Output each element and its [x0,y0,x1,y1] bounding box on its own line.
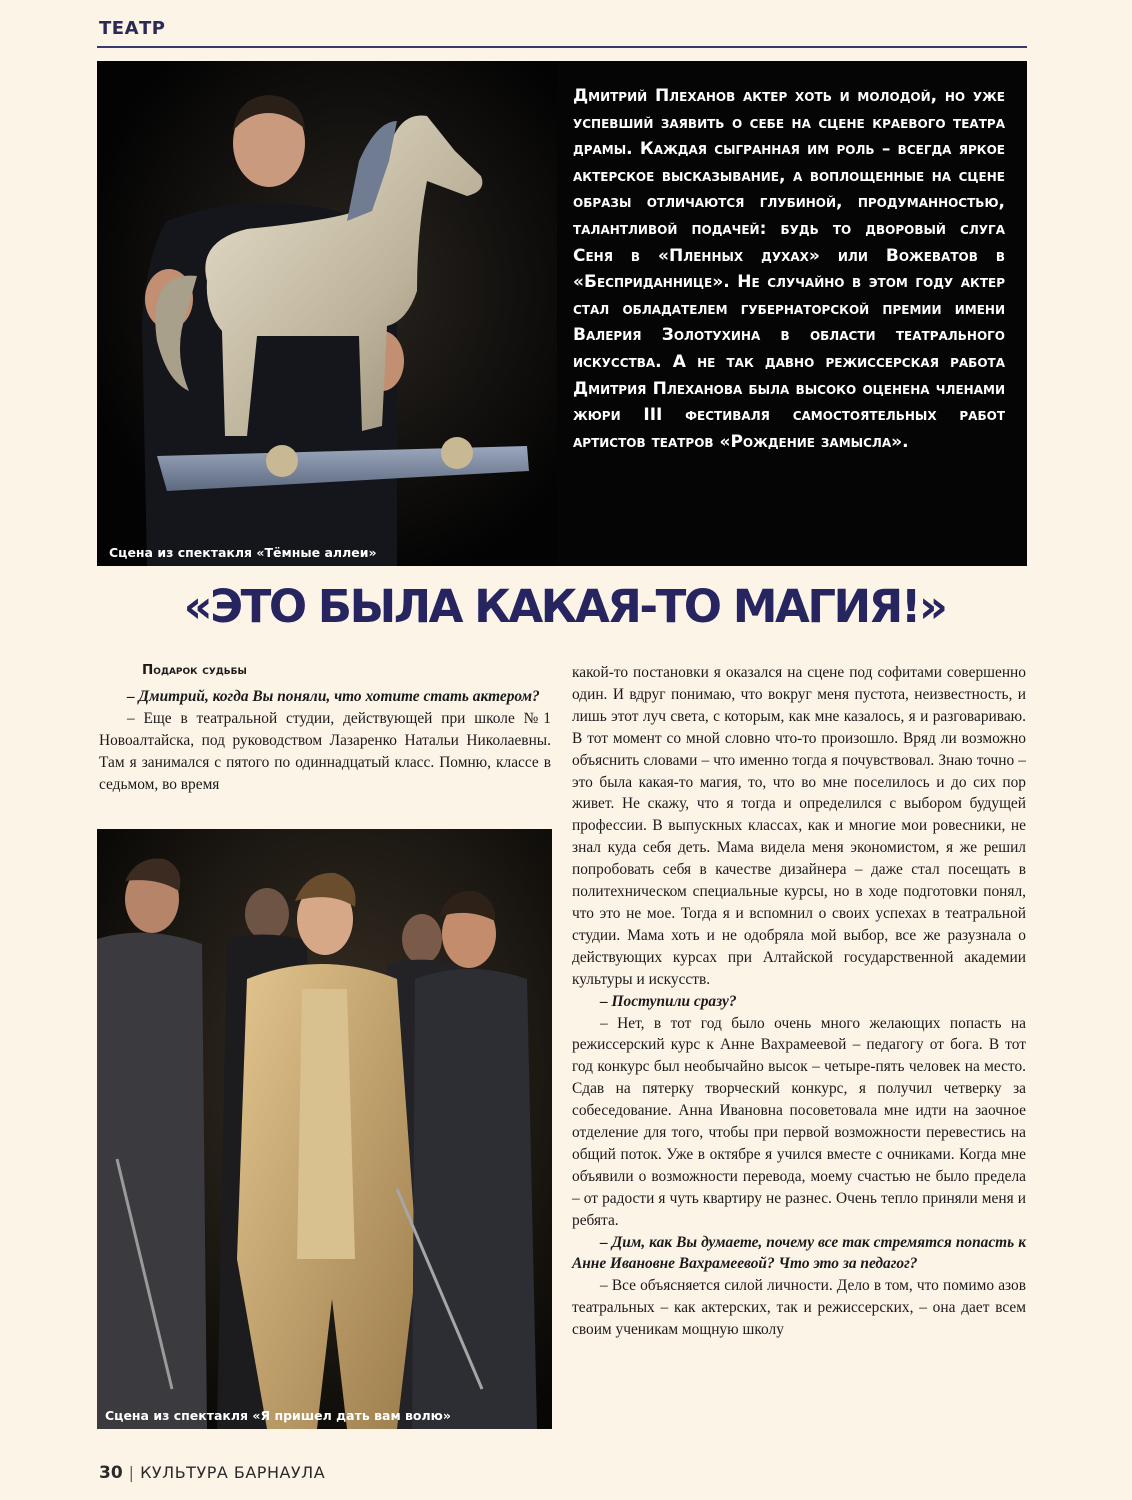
hero-photo [97,61,557,566]
page-number: 30 [99,1463,123,1483]
article-column-left [99,686,551,796]
footer-separator: | [128,1463,135,1482]
scene-photo-image [97,829,552,1429]
scene-photo-caption: Сцена из спектакля «Я пришел дать вам волю» [105,1408,451,1423]
page-footer [99,1463,325,1483]
interview-answer: – Нет, в тот год было очень много желающих попасть на режиссерский курс к Анне Вахрамеевой – педагогу от бога. В тот год конкурс был необычайно высок – четыре-пять человек на место. Сдав на пятерку творческий конкурс, я получил четверку за собеседование. Анна Ивановна посоветовала мне идти на заочное отделение для того, чтобы при первой возможности перевестись на общий поток. Уже в октябре я учился вместе с очниками. Когда мне объявили о возможности перевода, моему счастью не было предела – от радости я чуть квартиру не разнес. Очень тепло приняли меня и ребята. [572,1014,1026,1229]
interview-question: – Дмитрий, когда Вы поняли, что хотите стать актером? [127,688,540,705]
article-column-right [572,662,1026,1341]
hero-block [97,61,1027,566]
section-label: ТЕАТР [99,18,166,39]
interview-answer: – Все объясняется силой личности. Дело в том, что помимо азов театральных – как актерских, так и режиссерских, – она дает всем своим ученикам мощную школу [572,1277,1026,1339]
interview-answer: – Еще в театральной студии, действующей при школе №1 Новоалтайска, под руководством Лазаренко Натальи Николаевны. Там я занимался с пятого по одиннадцатый класс. Помню, классе в седьмом, во время [99,709,551,793]
interview-question: – Дим, как Вы думаете, почему все так стремятся попасть к Анне Ивановне Вахрамеевой? Что это за педагог? [572,1233,1026,1273]
top-rule [97,46,1027,48]
hero-photo-caption: Сцена из спектакля «Тёмные аллеи» [109,545,377,560]
article-headline: «ЭТО БЫЛА КАКАЯ-ТО МАГИЯ!» [183,580,946,633]
interview-question: – Поступили сразу? [600,992,737,1010]
magazine-name: КУЛЬТУРА БАРНАУЛА [140,1463,326,1482]
scene-photo [97,829,552,1429]
hero-lead-paragraph: Дмитрий Плеханов актер хоть и молодой, но уже успевший заявить о себе на сцене краевого театра драмы. Каждая сыгранная им роль – всегда яркое актерское высказывание, а воплощенные на сцене образы отличаются глубиной, продуманностью, талантливой подачей: будь то дворовый слуга Сеня в «Пленных духах» или Вожеватов в «Бесприданнице». Не случайно в этом году актер стал обладателем губернаторской премии имени Валерия Золотухина в области театрального искусства. А не так давно режиссерская работа Дмитрия Плеханова была высоко оценена членами жюри III фестиваля самостоятельных работ артистов театров «Рождение замысла». [573,86,1005,452]
interview-answer-continued: какой-то постановки я оказался на сцене под софитами совершенно один. И вдруг понимаю, что вокруг меня пустота, неизвестность, и лишь этот луч света, с которым, как мне казалось, я и разговариваю. В тот момент со мной словно что-то произошло. Вряд ли возможно объяснить словами – что именно тогда я почувствовал. Знаю точно – это была какая-то магия, то, что во мне поселилось и до сих пор живет. Не скажу, что я тогда и определился с выбором будущей профессии. В выпускных классах, как и многие мои ровесники, не знал куда себя деть. Мама видела меня экономистом, я же решил попробовать себя в качестве дизайнера – даже стал посещать в политехническом специальные курсы, но в ходе подготовки понял, что это не мое. Тогда я и вспомнил о своих успехах в театральной студии. Мама хоть и не одобряла мой выбор, все же разузнала о действующих курсах при Алтайской государственной академии культуры и искусств. [572,664,1026,988]
article-subhead: Подарок судьбы [142,662,247,678]
